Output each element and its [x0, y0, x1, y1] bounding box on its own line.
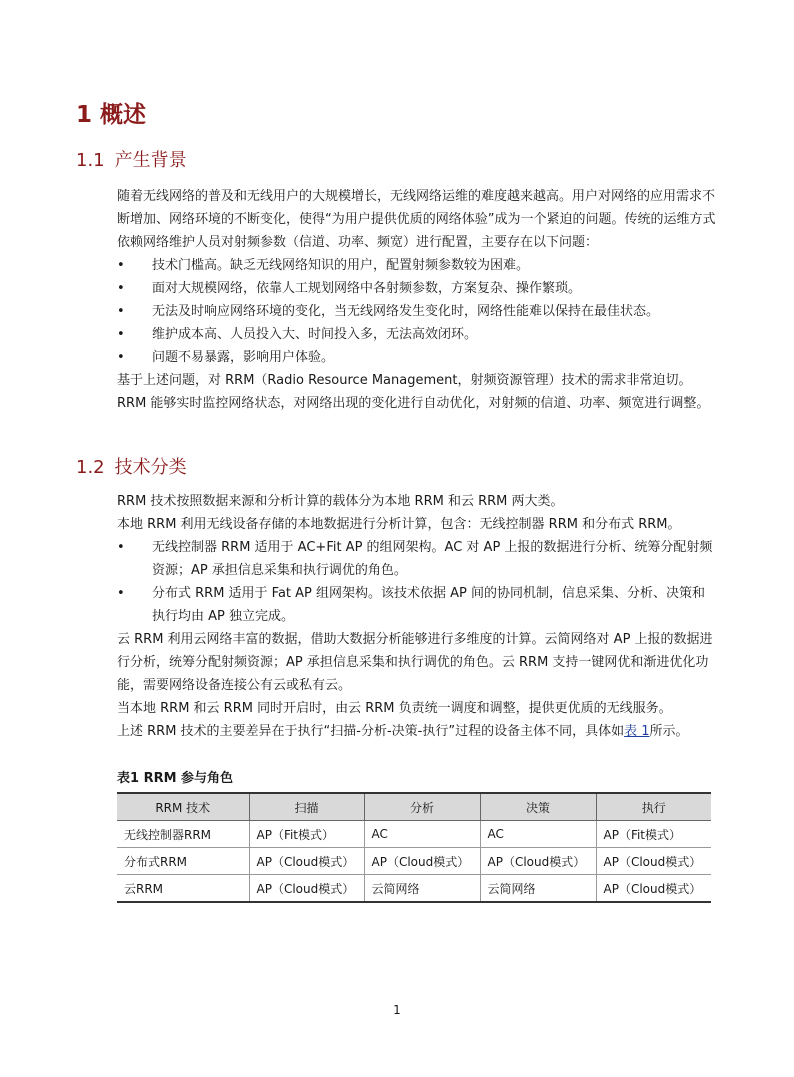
- list-item: [117, 277, 717, 300]
- table-row: [117, 875, 711, 903]
- table-reference-link[interactable]: 表 1: [624, 724, 650, 739]
- list-item-text: 面对大规模网络，依靠人工规划网络中各射频参数，方案复杂、操作繁琐。: [152, 281, 582, 296]
- section-heading-1-1: [76, 146, 187, 172]
- table-cell: 云简网络: [364, 875, 480, 903]
- list-item-text: 技术门槛高。缺乏无线网络知识的用户，配置射频参数较为困难。: [152, 258, 530, 273]
- section-1-2-body: [117, 490, 717, 743]
- list-item: [117, 254, 717, 277]
- table-cell: AP（Fit模式）: [596, 821, 711, 848]
- bullet-icon: •: [117, 258, 125, 273]
- table-cell: AP（Fit模式）: [249, 821, 364, 848]
- issue-list: [117, 254, 717, 369]
- section-number: 1.1: [76, 150, 105, 171]
- chapter-number: 1: [76, 102, 93, 128]
- section-title: 产生背景: [114, 150, 187, 171]
- paragraph: 随着无线网络的普及和无线用户的大规模增长，无线网络运维的难度越来越高。用户对网络的应用需求不断增加、网络环境的不断变化，使得“为用户提供优质的网络体验”成为一个紧迫的问题。传统的运维方式依赖网络维护人员对射频参数（信道、功率、频宽）进行配置，主要存在以下问题：: [117, 189, 716, 250]
- table-cell: 分布式RRM: [117, 848, 249, 875]
- list-item: [117, 582, 717, 628]
- column-header: 决策: [480, 793, 596, 821]
- paragraph: 本地 RRM 利用无线设备存储的本地数据进行分析计算，包含：无线控制器 RRM 和分布式 RRM。: [117, 517, 681, 532]
- paragraph: 云 RRM 利用云网络丰富的数据，借助大数据分析能够进行多维度的计算。云简网络对 AP 上报的数据进行分析，统筹分配射频资源；AP 承担信息采集和执行调优的角色。云 RRM 支持一键网优和渐进优化功能，需要网络设备连接公有云或私有云。: [117, 632, 713, 693]
- paragraph: 基于上述问题，对 RRM（Radio Resource Management，射频资源管理）技术的需求非常迫切。RRM 能够实时监控网络状态，对网络出现的变化进行自动优化，对射频的信道、功率、频宽进行调整。: [117, 373, 710, 411]
- column-header: 扫描: [249, 793, 364, 821]
- text-run: 上述 RRM 技术的主要差异在于执行“扫描-分析-决策-执行”过程的设备主体不同，具体如: [117, 724, 625, 739]
- bullet-icon: •: [117, 281, 125, 296]
- table-cell: 无线控制器RRM: [117, 821, 249, 848]
- list-item-text: 分布式 RRM 适用于 Fat AP 组网架构。该技术依据 AP 间的协同机制，信息采集、分析、决策和执行均由 AP 独立完成。: [152, 586, 706, 624]
- paragraph: RRM 技术按照数据来源和分析计算的载体分为本地 RRM 和云 RRM 两大类。: [117, 494, 564, 509]
- table-cell: 云RRM: [117, 875, 249, 903]
- table-cell: AP（Cloud模式）: [596, 875, 711, 903]
- section-title: 技术分类: [114, 457, 187, 478]
- paragraph: 当本地 RRM 和云 RRM 同时开启时，由云 RRM 负责统一调度和调整，提供更优质的无线服务。: [117, 701, 672, 716]
- table-cell: AC: [364, 821, 480, 848]
- list-item-text: 无法及时响应网络环境的变化，当无线网络发生变化时，网络性能难以保持在最佳状态。: [152, 304, 660, 319]
- rrm-roles-table: [117, 792, 711, 903]
- list-item-text: 维护成本高、人员投入大、时间投入多，无法高效闭环。: [152, 327, 478, 342]
- table-cell: 云简网络: [480, 875, 596, 903]
- table-caption: 表1 RRM 参与角色: [117, 771, 234, 786]
- table-cell: AP（Cloud模式）: [249, 875, 364, 903]
- table-row: [117, 848, 711, 875]
- bullet-icon: •: [117, 540, 125, 555]
- list-item-text: 无线控制器 RRM 适用于 AC+Fit AP 的组网架构。AC 对 AP 上报的数据进行分析、统筹分配射频资源；AP 承担信息采集和执行调优的角色。: [152, 540, 713, 578]
- table-row: [117, 821, 711, 848]
- list-item: [117, 323, 717, 346]
- column-header: 执行: [596, 793, 711, 821]
- text-run: 所示。: [649, 724, 689, 739]
- section-1-1-body: [117, 185, 717, 415]
- section-number: 1.2: [76, 457, 105, 478]
- chapter-title: 概述: [100, 102, 147, 128]
- table-header-row: [117, 793, 711, 821]
- bullet-icon: •: [117, 586, 125, 601]
- bullet-icon: •: [117, 350, 125, 365]
- table-cell: AP（Cloud模式）: [364, 848, 480, 875]
- list-item: [117, 300, 717, 323]
- chapter-heading: [76, 96, 146, 129]
- bullet-icon: •: [117, 327, 125, 342]
- paragraph: [117, 720, 717, 743]
- section-heading-1-2: [76, 453, 187, 479]
- list-item-text: 问题不易暴露，影响用户体验。: [152, 350, 335, 365]
- table-cell: AP（Cloud模式）: [249, 848, 364, 875]
- local-rrm-list: [117, 536, 717, 628]
- column-header: 分析: [364, 793, 480, 821]
- table-cell: AC: [480, 821, 596, 848]
- table-cell: AP（Cloud模式）: [480, 848, 596, 875]
- list-item: [117, 536, 717, 582]
- table-cell: AP（Cloud模式）: [596, 848, 711, 875]
- bullet-icon: •: [117, 304, 125, 319]
- list-item: [117, 346, 717, 369]
- page-number: 1: [393, 1003, 401, 1017]
- column-header: RRM 技术: [117, 793, 249, 821]
